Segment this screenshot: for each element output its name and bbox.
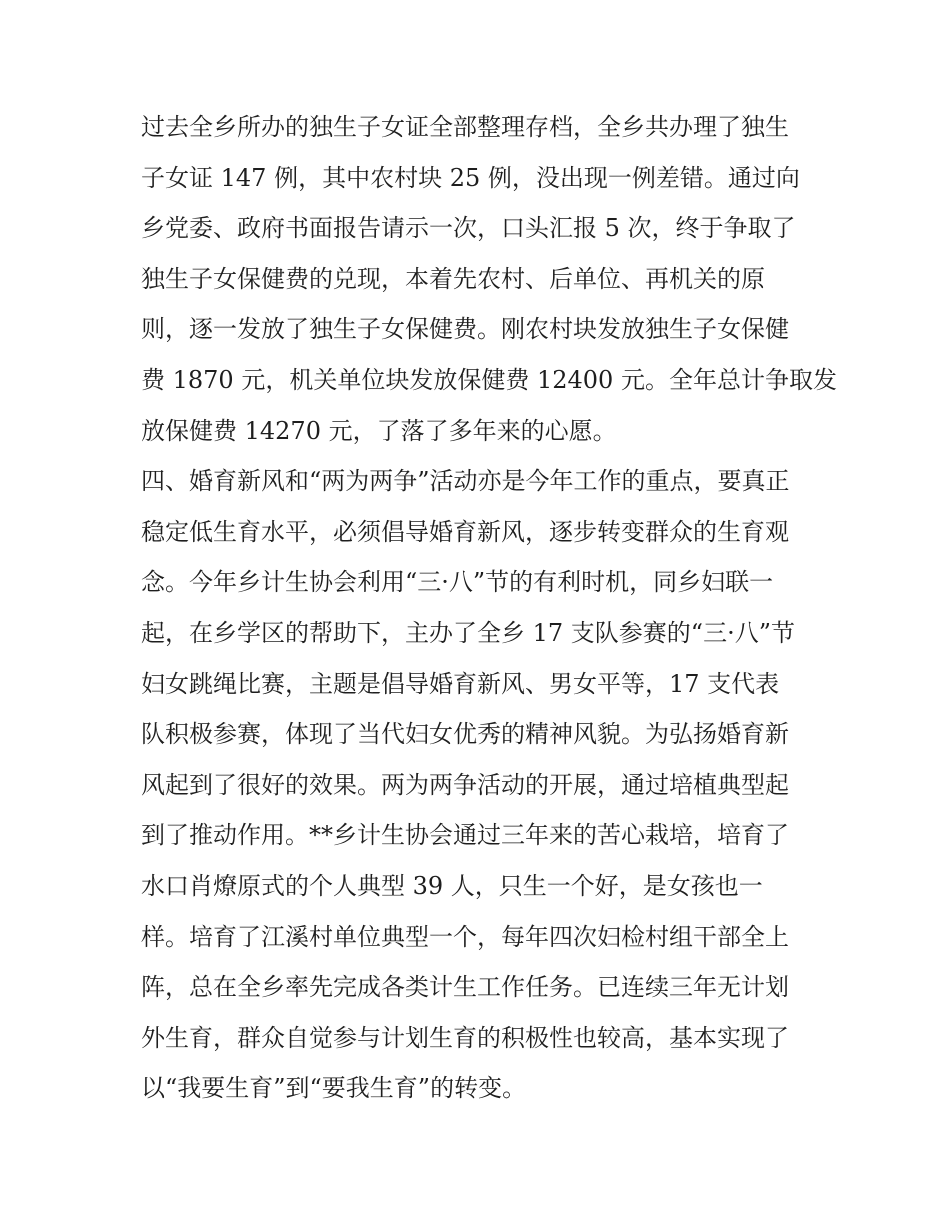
text-line: 独生子女保健费的兑现，本着先农村、后单位、再机关的原 — [141, 264, 765, 293]
text-line: 外生育，群众自觉参与计划生育的积极性也较高，基本实现了 — [141, 1023, 789, 1052]
text-line: 乡党委、政府书面报告请示一次，口头汇报 5 次，终于争取了 — [141, 214, 796, 243]
text-line: 过去全乡所办的独生子女证全部整理存档，全乡共办理了独生 — [141, 113, 789, 141]
text-line: 念。今年乡计生协会利用“三·八”节的有利时机，同乡妇联一 — [141, 568, 774, 597]
text-line: 妇女跳绳比赛，主题是倡导婚育新风、男女平等，17 支代表 — [141, 669, 780, 698]
body-text — [141, 102, 837, 1114]
text-line: 队积极参赛，体现了当代妇女优秀的精神风貌。为弘扬婚育新 — [141, 720, 789, 749]
text-line: 子女证 147 例，其中农村块 25 例，没出现一例差错。通过向 — [141, 163, 800, 192]
text-line: 放保健费 14270 元，了落了多年来的心愿。 — [141, 416, 617, 445]
text-line: 则，逐一发放了独生子女保健费。刚农村块发放独生子女保健 — [141, 315, 789, 344]
text-line: 风起到了很好的效果。两为两争活动的开展，通过培植典型起 — [141, 770, 789, 799]
text-line: 阵，总在全乡率先完成各类计生工作任务。已连续三年无计划 — [141, 973, 789, 1002]
text-line: 到了推动作用。**乡计生协会通过三年来的苦心栽培，培育了 — [141, 821, 789, 850]
text-line: 费 1870 元，机关单位块发放保健费 12400 元。全年总计争取发 — [141, 365, 837, 394]
text-line: 稳定低生育水平，必须倡导婚育新风，逐步转变群众的生育观 — [141, 517, 789, 546]
text-line: 水口肖燎原式的个人典型 39 人，只生一个好，是女孩也一 — [141, 871, 763, 900]
text-line: 起，在乡学区的帮助下，主办了全乡 17 支队参赛的“三·八”节 — [141, 618, 795, 647]
text-line: 以“我要生育”到“要我生育”的转变。 — [141, 1074, 527, 1103]
text-line: 样。培育了江溪村单位典型一个，每年四次妇检村组干部全上 — [141, 922, 789, 951]
section-four-line: 四、婚育新风和“两为两争”活动亦是今年工作的重点，要真正 — [141, 467, 790, 496]
